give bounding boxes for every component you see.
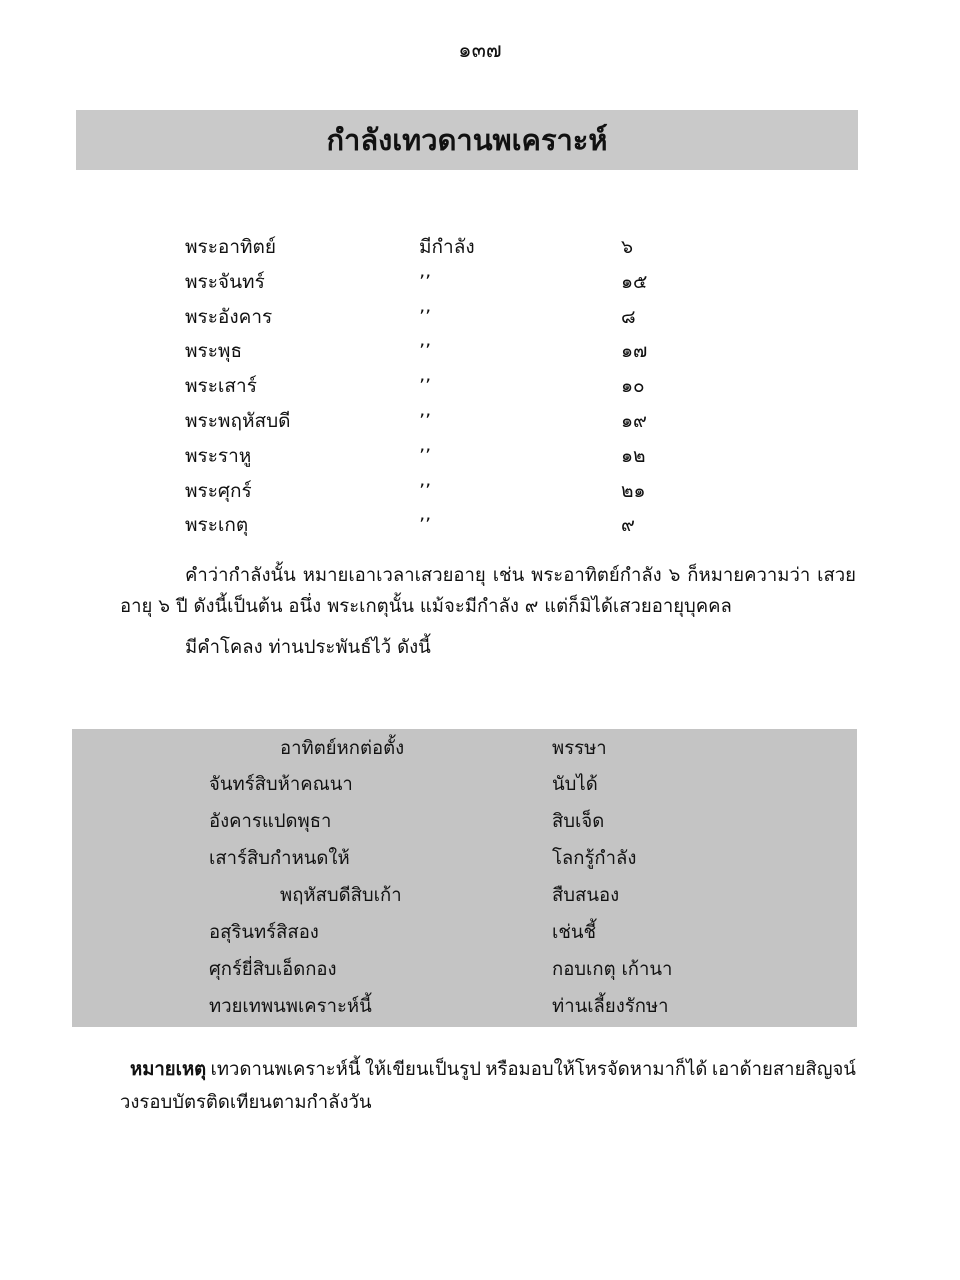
poem-line-left: พฤหัสบดีสิบเก้า <box>280 885 402 906</box>
planet-row <box>185 265 705 300</box>
poem-line-right: โลกรู้กำลัง <box>552 848 637 869</box>
poem-line-left: ศุกร์ยี่สิบเอ็ดกอง <box>209 959 337 980</box>
planet-name: พระศุกร์ <box>185 479 252 502</box>
poem-line <box>72 804 857 840</box>
ditto-mark: ’’ <box>419 340 432 363</box>
poem-line-right: พรรษา <box>552 738 607 759</box>
note-text: เทวดานพเคราะห์นี้ <box>210 1059 361 1080</box>
strength-value: ๑๐ <box>621 375 645 398</box>
note-text: ให้เขียนเป็นรูป <box>364 1059 481 1080</box>
planet-name: พระอังคาร <box>185 305 273 328</box>
strength-value: ๖ <box>621 236 634 258</box>
ditto-mark: ’’ <box>419 409 432 432</box>
title-bar <box>76 110 858 170</box>
poem-line-right: นับได้ <box>552 774 598 795</box>
planet-name: พระพฤหัสบดี <box>185 409 291 432</box>
poem-box <box>72 729 857 1027</box>
poem-line <box>72 841 857 877</box>
ditto-mark: ’’ <box>419 375 432 398</box>
planet-name: พระเกตุ <box>185 514 249 537</box>
poem-line-right: กอบเกตุ เก้านา <box>552 959 673 980</box>
strength-value: ๑๕ <box>621 270 648 293</box>
poem-line-right: เช่นชี้ <box>552 922 597 943</box>
note-line <box>120 1053 856 1086</box>
planet-name: พระอาทิตย์ <box>185 236 277 258</box>
note-text: เอาด้ายสายสิญจน์ <box>711 1059 856 1080</box>
planet-row <box>185 508 705 543</box>
note-section <box>120 1053 856 1119</box>
planet-row <box>185 474 705 509</box>
poem-line-left: อาทิตย์หกต่อตั้ง <box>280 738 405 759</box>
ditto-mark: ’’ <box>419 270 432 293</box>
planet-row <box>185 334 705 369</box>
poem-line <box>72 915 857 951</box>
strength-value: ๑๗ <box>621 340 648 363</box>
planet-name: พระจันทร์ <box>185 270 265 293</box>
poem-intro-paragraph: มีคำโคลง ท่านประพันธ์ไว้ ดังนี้ <box>185 637 431 658</box>
poem-line <box>72 878 857 914</box>
ditto-mark: ’’ <box>419 514 432 537</box>
planet-row <box>185 230 705 265</box>
ditto-mark: ’’ <box>419 479 432 502</box>
poem-line-left: เสาร์สิบกำหนดให้ <box>209 848 350 869</box>
planet-row <box>185 369 705 404</box>
poem-line <box>72 952 857 988</box>
note-label: หมายเหตุ <box>130 1059 207 1080</box>
poem-line-left: อสุรินทร์สิสอง <box>209 922 319 943</box>
note-text: หรือมอบให้โหรจัดหามาก็ได้ <box>485 1059 708 1080</box>
planet-row <box>185 439 705 474</box>
poem-line-right: สืบสนอง <box>552 885 620 906</box>
planet-strength-table <box>185 230 705 543</box>
poem-line <box>72 767 857 803</box>
poem-line-left: จันทร์สิบห้าคณนา <box>209 774 353 795</box>
poem-line-right: สิบเจ็ด <box>552 811 605 832</box>
planet-row <box>185 404 705 439</box>
strength-value: ๙ <box>621 514 635 537</box>
planet-name: พระราหู <box>185 444 252 467</box>
ditto-mark: ’’ <box>419 444 432 467</box>
explanation-paragraph: คำว่ากำลังนั้น หมายเอาเวลาเสวยอายุ เช่น พระอาทิตย์กำลัง ๖ ก็หมายความว่า เสวยอายุ ๖ ปี ดังนี้เป็นต้น อนึ่ง พระเกตุนั้น แม้จะมีกำลัง ๙ แต่ก็มิได้เสวยอายุบุคคล <box>120 565 856 617</box>
poem-line <box>72 731 857 767</box>
poem-line-left: อังคารแปดพุธา <box>209 811 332 832</box>
poem-line <box>72 989 857 1025</box>
planet-row <box>185 300 705 335</box>
note-line: วงรอบบัตรติดเทียนตามกำลังวัน <box>120 1092 372 1113</box>
poem-line-left: ทวยเทพนพเคราะห์นี้ <box>209 996 372 1017</box>
ditto-mark: ’’ <box>419 305 432 328</box>
page-title: กำลังเทวดานพเคราะห์ <box>326 123 608 157</box>
strength-label: มีกำลัง <box>419 236 475 258</box>
planet-name: พระพุธ <box>185 340 243 363</box>
page-number: ๑๓๗ <box>458 38 502 62</box>
strength-value: ๘ <box>621 305 636 328</box>
strength-value: ๑๒ <box>621 444 646 467</box>
planet-name: พระเสาร์ <box>185 375 257 398</box>
strength-value: ๑๙ <box>621 409 647 432</box>
poem-line-right: ท่านเลี้ยงรักษา <box>552 996 669 1017</box>
strength-value: ๒๑ <box>621 479 646 502</box>
